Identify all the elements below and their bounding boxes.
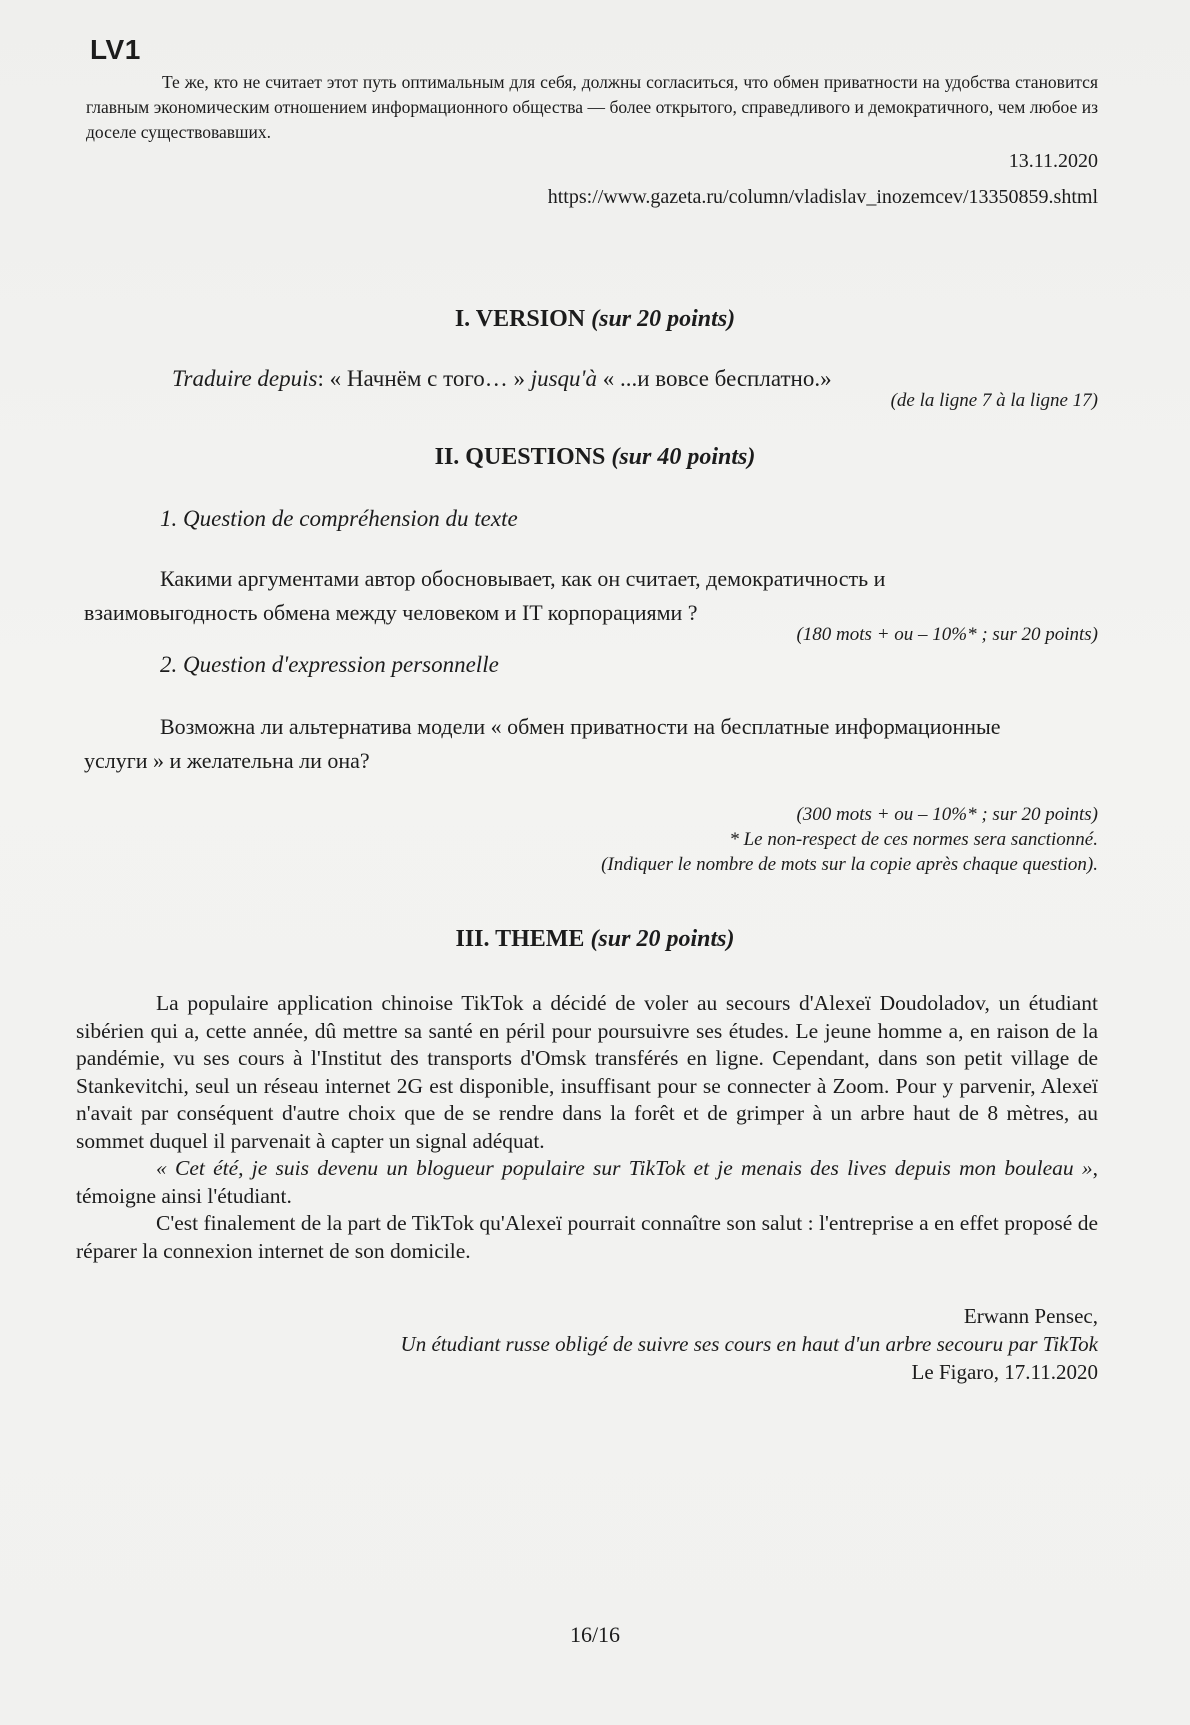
theme-quote-attribution: , témoigne ainsi l'étudiant. xyxy=(76,1156,1098,1208)
question-1-title: 1. Question de compréhension du texte xyxy=(160,506,518,531)
article-date: 13.11.2020 xyxy=(1008,150,1098,172)
exam-label: LV1 xyxy=(90,34,141,65)
version-line-range: (de la ligne 7 à la ligne 17) xyxy=(890,390,1098,411)
theme-paragraph-2 xyxy=(76,1155,1098,1210)
intro-paragraph: Те же, кто не считает этот путь оптимальным для себя, должны согласиться, что обмен приватности на удобства становится главным экономическим отношением информационного общества — более открытого, справедливого и демократичного, чем любое из доселе существовавших. xyxy=(86,72,1098,142)
theme-heading xyxy=(0,926,1190,953)
word-count-note: (Indiquer le nombre de mots sur la copie après chaque question). xyxy=(601,854,1098,875)
instruction-to: « ...и вовсе бесплатно.» xyxy=(602,366,832,391)
version-instruction xyxy=(172,366,832,392)
theme-text xyxy=(76,990,1098,1265)
questions-heading xyxy=(0,444,1190,471)
questions-title: II. QUESTIONS xyxy=(434,444,606,470)
question-1-note: (180 mots + ou – 10%* ; sur 20 points) xyxy=(796,624,1098,645)
article-url: https://www.gazeta.ru/column/vladislav_inozemcev/13350859.shtml xyxy=(547,186,1098,208)
instruction-label: Traduire depuis xyxy=(172,366,318,391)
theme-author: Erwann Pensec, xyxy=(963,1304,1098,1328)
question-2-note: (300 mots + ou – 10%* ; sur 20 points) xyxy=(796,804,1098,825)
version-points: (sur 20 points) xyxy=(591,306,736,332)
questions-points: (sur 40 points) xyxy=(611,444,756,470)
question-2-title: 2. Question d'expression personnelle xyxy=(160,652,499,677)
theme-quote: « Cet été, je suis devenu un blogueur populaire sur TikTok et je menais des lives depuis mon bouleau » xyxy=(156,1156,1093,1180)
theme-title: III. THEME xyxy=(455,926,585,952)
question-1-text: Какими аргументами автор обосновывает, как он считает, демократичность и взаимовыгодность обмена между человеком и IT корпорациями ? xyxy=(84,566,886,625)
theme-paragraph-1: La populaire application chinoise TikTok a décidé de voler au secours d'Alexeï Doudoladov, un étudiant sibérien qui a, cette année, dû mettre sa santé en péril pour poursuivre ses études. Le jeune homme a, en raison de la pandémie, vu ses cours à l'Institut des transports d'Omsk transférés en ligne. Cependant, dans son petit village de Stankevitchi, seul un réseau internet 2G est disponible, insuffisant pour se connecter à Zoom. Pour y parvenir, Alexeï n'avait par conséquent d'autre choix que de se rendre dans la forêt et de grimper à un arbre haut de 8 mètres, au sommet duquel il parvenait à capter un signal adéquat. xyxy=(76,991,1098,1153)
theme-article-title: Un étudiant russe obligé de suivre ses cours en haut d'un arbre secouru par TikTok xyxy=(400,1332,1098,1356)
theme-publication: Le Figaro, 17.11.2020 xyxy=(911,1360,1098,1384)
version-title: I. VERSION xyxy=(454,306,586,332)
penalty-note: * Le non-respect de ces normes sera sanctionné. xyxy=(729,829,1098,850)
theme-paragraph-3: C'est finalement de la part de TikTok qu'Alexeï pourrait connaître son salut : l'entreprise a en effet proposé de réparer la connexion internet de son domicile. xyxy=(76,1211,1098,1263)
version-heading xyxy=(0,306,1190,333)
theme-source xyxy=(401,1302,1098,1386)
page-number: 16/16 xyxy=(569,1622,621,1647)
question-2-text: Возможна ли альтернатива модели « обмен приватности на бесплатные информационные услуги » и желательна ли она? xyxy=(84,714,1001,773)
instruction-from: : « Начнём с того… » xyxy=(317,366,525,391)
theme-points: (sur 20 points) xyxy=(590,926,735,952)
instruction-jusqua: jusqu'à xyxy=(530,366,597,391)
